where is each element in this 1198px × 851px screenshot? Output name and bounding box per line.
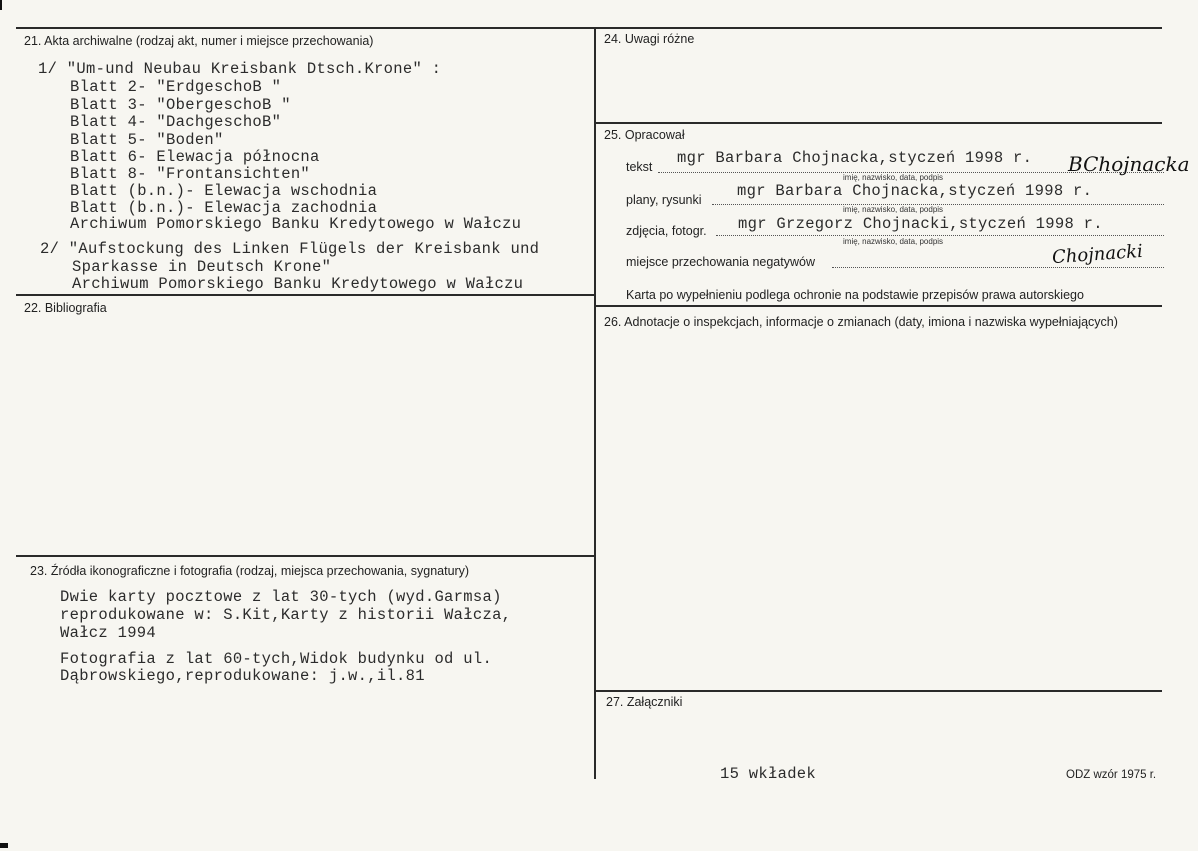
- text-signature: BChojnacka: [1068, 152, 1190, 176]
- attachments-value: 15 wkładek: [720, 765, 817, 783]
- negatives-signature: Chojnacki: [1051, 240, 1144, 269]
- divider-26-27: [595, 690, 1162, 692]
- photos-caption: imię, nazwisko, data, podpis: [843, 237, 944, 246]
- archive-line: Archiwum Pomorskiego Banku Kredytowego w Wałczu: [72, 275, 524, 293]
- text-author-value: mgr Barbara Chojnacka,styczeń 1998 r.: [677, 149, 1033, 167]
- plans-caption: imię, nazwisko, data, podpis: [843, 205, 944, 214]
- copyright-note: Karta po wypełnieniu podlega ochronie na podstawie przepisów prawa autorskiego: [626, 288, 1084, 302]
- photos-dotted-line: [716, 235, 1164, 236]
- archive-line: Blatt 2- "ErdgeschoB ": [70, 78, 282, 96]
- section-24-title: 24. Uwagi różne: [604, 32, 695, 46]
- divider-24-25: [595, 122, 1162, 124]
- archive-line: 1/ "Um-und Neubau Kreisbank Dtsch.Krone" :: [38, 60, 442, 78]
- archive-line: 2/ "Aufstockung des Linken Flügels der Kreisbank und: [40, 240, 540, 258]
- scan-edge-mark: [0, 843, 8, 848]
- archive-line: Blatt (b.n.)- Elewacja zachodnia: [70, 199, 378, 217]
- divider-22-23: [16, 555, 595, 557]
- top-border: [16, 27, 1162, 29]
- divider-25-26: [595, 305, 1162, 307]
- section-27-title: 27. Załączniki: [606, 695, 683, 709]
- archive-line: Blatt 8- "Frontansichten": [70, 165, 311, 183]
- text-caption: imię, nazwisko, data, podpis: [843, 173, 944, 182]
- source-line: Fotografia z lat 60-tych,Widok budynku od ul.: [60, 650, 493, 668]
- divider-21-22: [16, 294, 595, 296]
- plans-label: plany, rysunki: [626, 193, 702, 207]
- archive-line: Archiwum Pomorskiego Banku Kredytowego w Wałczu: [70, 215, 522, 233]
- scan-edge-mark: [0, 0, 2, 10]
- section-22-title: 22. Bibliografia: [24, 301, 107, 315]
- archive-line: Blatt (b.n.)- Elewacja wschodnia: [70, 182, 378, 200]
- plans-author-value: mgr Barbara Chojnacka,styczeń 1998 r.: [737, 182, 1093, 200]
- source-line: Dąbrowskiego,reprodukowane: j.w.,il.81: [60, 667, 425, 685]
- photos-label: zdjęcia, fotogr.: [626, 224, 707, 238]
- section-21-title: 21. Akta archiwalne (rodzaj akt, numer i miejsce przechowania): [24, 34, 374, 48]
- archive-line: Sparkasse in Deutsch Krone": [72, 258, 332, 276]
- form-identifier: ODZ wzór 1975 r.: [1066, 769, 1157, 781]
- source-line: Wałcz 1994: [60, 624, 157, 642]
- text-label: tekst: [626, 160, 653, 174]
- archive-line: Blatt 3- "ObergeschoB ": [70, 96, 291, 114]
- source-line: Dwie karty pocztowe z lat 30-tych (wyd.Garmsa): [60, 588, 502, 606]
- archive-line: Blatt 6- Elewacja północna: [70, 148, 320, 166]
- section-25-title: 25. Opracował: [604, 128, 685, 142]
- archive-line: Blatt 4- "DachgeschoB": [70, 113, 282, 131]
- section-23-title: 23. Źródła ikonograficzne i fotografia (rodzaj, miejsca przechowania, sygnatury): [30, 564, 470, 578]
- negatives-dotted-line: [832, 267, 1164, 268]
- photos-author-value: mgr Grzegorz Chojnacki,styczeń 1998 r.: [738, 215, 1103, 233]
- source-line: reprodukowane w: S.Kit,Karty z historii Wałcza,: [60, 606, 512, 624]
- section-26-title: 26. Adnotacje o inspekcjach, informacje o zmianach (daty, imiona i nazwiska wypełniających): [604, 315, 1118, 329]
- center-divider: [594, 27, 596, 779]
- negatives-label: miejsce przechowania negatywów: [626, 255, 815, 269]
- archive-line: Blatt 5- "Boden": [70, 131, 224, 149]
